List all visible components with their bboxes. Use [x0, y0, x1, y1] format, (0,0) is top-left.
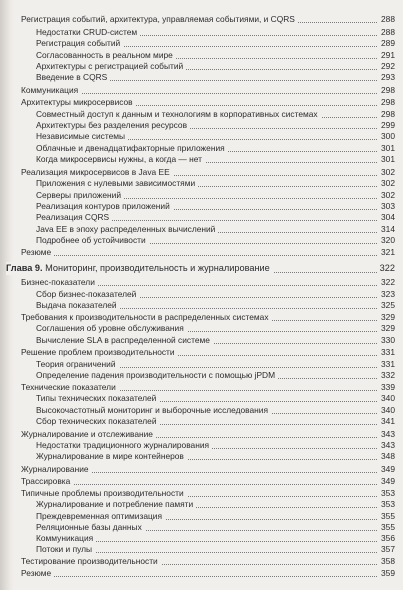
toc-page-number: 314 [381, 224, 395, 234]
toc-page-number: 292 [381, 61, 395, 71]
toc-entry-label: Технические показатели [21, 382, 119, 393]
toc-entry-label: Резюме [21, 247, 54, 258]
toc-entry-label: Типичные проблемы производительности [21, 488, 187, 499]
toc-entry [36, 440, 395, 451]
toc-entry-label: Реляционные базы данных [36, 522, 145, 533]
toc-page-number: 325 [381, 300, 395, 310]
toc-page-number: 343 [381, 429, 395, 439]
toc-page-number: 321 [381, 247, 395, 257]
toc-entry-label: Независимые системы [36, 131, 128, 142]
toc-page-number: 355 [381, 522, 395, 532]
toc-page-number: 289 [381, 38, 395, 48]
toc-chapter-number: Глава 9. [6, 263, 43, 273]
toc-page-number: 329 [381, 323, 395, 333]
toc-entry-label: Бизнес-показатели [21, 277, 98, 288]
toc-chapter-heading [6, 262, 395, 275]
toc-page-number: 348 [381, 451, 395, 461]
toc-page-number: 302 [381, 167, 395, 177]
toc-entry-label: Преждевременная оптимизация [36, 511, 165, 522]
toc-entry-label: Реализация контуров приложений [36, 201, 173, 212]
toc-page-number: 302 [381, 178, 395, 188]
toc-page-number: 298 [381, 97, 395, 107]
toc-entry [21, 382, 395, 393]
toc-entry-label: Коммуникация [36, 533, 96, 544]
toc-entry [36, 131, 395, 142]
toc-entry-label: Облачные и двенадцатифакторные приложения [36, 143, 228, 154]
toc-entry [36, 451, 395, 462]
toc-page-number: 293 [381, 72, 395, 82]
toc-entry [21, 464, 395, 475]
toc-page-number: 332 [381, 370, 395, 380]
toc-entry [36, 405, 395, 416]
toc-entry-label: Тестирование производительности [21, 556, 161, 567]
toc-entry [36, 370, 395, 381]
toc-page-number: 353 [381, 499, 395, 509]
toc-entry-label: Недостатки традиционного журналирования [36, 440, 212, 451]
toc-page-number: 359 [381, 568, 395, 578]
toc-entry-label: Коммуникация [21, 85, 81, 96]
toc-entry-label: Регистрация событий, архитектура, управляемая событиями, и CQRS [21, 14, 298, 25]
toc-entry [36, 61, 395, 72]
toc-entry [36, 533, 395, 544]
toc-entry [21, 347, 395, 358]
toc-entry [36, 178, 395, 189]
toc-leader-dots [21, 576, 377, 577]
toc-entry [36, 109, 395, 120]
toc-entry [21, 429, 395, 440]
toc-entry-label: Архитектуры микросервисов [21, 97, 136, 108]
toc-entry [21, 488, 395, 499]
toc-entry [21, 568, 395, 579]
toc-page-number: 330 [381, 335, 395, 345]
toc-entry-label: Введение в CQRS [36, 72, 110, 83]
toc-page-number: 353 [381, 488, 395, 498]
toc-entry [36, 27, 395, 38]
toc-page-number: 340 [381, 405, 395, 415]
toc-entry-label: Недостатки CRUD-систем [36, 27, 140, 38]
toc-entry [21, 312, 395, 323]
toc-entry-label: Решение проблем производительности [21, 347, 178, 358]
toc-entry-label: Журналирование в мире контейнеров [36, 451, 187, 462]
toc-page-number: 288 [381, 27, 395, 37]
toc-page-number: 300 [381, 131, 395, 141]
toc-entry [36, 289, 395, 300]
toc-page-number: 302 [381, 190, 395, 200]
toc-page-number: 357 [381, 544, 395, 554]
toc-entry-label: Выдача показателей [36, 300, 120, 311]
toc-page-number: 322 [379, 263, 395, 273]
toc-entry [36, 522, 395, 533]
toc-page-number: 343 [381, 440, 395, 450]
toc-entry-label: Журналирование и потребление памяти [36, 499, 196, 510]
toc-entry [36, 154, 395, 165]
toc-entry [21, 247, 395, 258]
toc-entry [36, 300, 395, 311]
toc-entry-label: Журналирование [21, 464, 92, 475]
toc-entry [36, 190, 395, 201]
toc-entry [21, 97, 395, 108]
toc-entry-label: Согласованность в реальном мире [36, 50, 176, 61]
toc-entry [21, 14, 395, 25]
toc-page-number: 301 [381, 143, 395, 153]
toc-entry-label: Подробнее об устойчивости [36, 235, 149, 246]
toc-page-number: 355 [381, 511, 395, 521]
toc-page-number: 349 [381, 464, 395, 474]
toc-page-number: 301 [381, 154, 395, 164]
toc-entry [36, 235, 395, 246]
toc-entry [21, 556, 395, 567]
toc-leader-dots [21, 484, 377, 485]
toc-entry [36, 323, 395, 334]
toc-page-number: 288 [381, 14, 395, 24]
toc-page-number: 303 [381, 201, 395, 211]
toc-entry [21, 85, 395, 96]
toc-page-number: 356 [381, 533, 395, 543]
toc-entry [36, 499, 395, 510]
toc-page-number: 329 [381, 312, 395, 322]
toc-entry-label: Сбор технических показателей [36, 416, 160, 427]
toc-entry-label: Совместный доступ к данным и технологиям в корпоративных системах [36, 109, 321, 120]
toc-entry-label: Архитектуры без разделения ресурсов [36, 120, 190, 131]
toc-entry-label: Соглашения об уровне обслуживания [36, 323, 187, 334]
toc-page-number: 358 [381, 556, 395, 566]
toc-leader-dots [21, 255, 377, 256]
toc-page-number: 339 [381, 382, 395, 392]
toc-entry-label: Типы технических показателей [36, 393, 159, 404]
toc-entry [36, 393, 395, 404]
toc-page-number: 291 [381, 50, 395, 60]
toc-entry-label: Трассировка [21, 476, 73, 487]
toc-page-number: 341 [381, 416, 395, 426]
toc-page-number: 298 [381, 85, 395, 95]
page-binding-shadow [0, 0, 14, 590]
toc-entry [36, 38, 395, 49]
toc-entry-label: Приложения с нулевыми зависимостями [36, 178, 198, 189]
toc-page-number: 299 [381, 120, 395, 130]
toc-entry-label: Теория ограничений [36, 359, 119, 370]
toc-entry-label: Потоки и пулы [36, 544, 95, 555]
toc-entry-label: Реализация CQRS [36, 212, 112, 223]
toc-page-number: 320 [381, 235, 395, 245]
toc-chapter-title [6, 262, 273, 275]
toc-entry [36, 212, 395, 223]
toc-entry [36, 120, 395, 131]
toc-entry [21, 277, 395, 288]
toc-page-number: 322 [381, 277, 395, 287]
toc-entry-label: Java EE в эпоху распределенных вычислений [36, 224, 218, 235]
toc-entry [21, 476, 395, 487]
toc-chapter-label: Мониторинг, производительность и журналирование [45, 263, 270, 273]
toc-page-number: 331 [381, 347, 395, 357]
toc-entry-label: Когда микросервисы нужны, а когда — нет [36, 154, 205, 165]
toc-entry-label: Определение падения производительности с помощью jPDM [36, 370, 278, 381]
toc-entry-label: Вычисление SLA в распределенной системе [36, 335, 213, 346]
toc-entry [36, 201, 395, 212]
toc-page-number: 298 [381, 109, 395, 119]
toc-entry-label: Сбор бизнес-показателей [36, 289, 139, 300]
toc-page-number: 323 [381, 289, 395, 299]
toc-entry [36, 359, 395, 370]
toc-entry [36, 511, 395, 522]
toc-page-number: 304 [381, 212, 395, 222]
toc-entry [36, 50, 395, 61]
toc-page-number: 340 [381, 393, 395, 403]
toc-entry [36, 143, 395, 154]
toc-entry [36, 224, 395, 235]
toc-entry-label: Серверы приложений [36, 190, 124, 201]
toc-entry [36, 544, 395, 555]
toc-page-number: 331 [381, 359, 395, 369]
toc-entry-label: Резюме [21, 568, 54, 579]
toc-entry [36, 335, 395, 346]
toc-entry [36, 72, 395, 83]
toc-entry-label: Реализация микросервисов в Java EE [21, 167, 173, 178]
toc-entry-label: Регистрация событий [36, 38, 123, 49]
toc-entry [21, 167, 395, 178]
toc-entry-label: Архитектуры с регистрацией событий [36, 61, 186, 72]
toc-entry-label: Требования к производительности в распределенных системах [21, 312, 272, 323]
toc-entry [36, 416, 395, 427]
toc-page-number: 349 [381, 476, 395, 486]
toc-entry-label: Журналирование и отслеживание [21, 429, 156, 440]
toc-entry-label: Высокочастотный мониторинг и выборочные исследования [36, 405, 271, 416]
